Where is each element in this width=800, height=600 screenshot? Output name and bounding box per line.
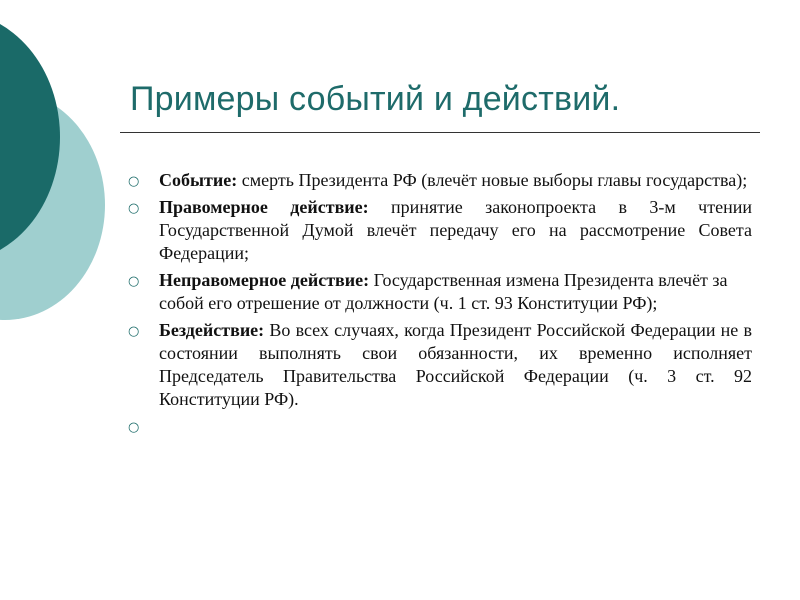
bullet-body [159, 169, 752, 192]
bullet-item-inaction [128, 319, 752, 411]
bullet-item-event [128, 169, 752, 192]
bullet-list [128, 169, 752, 442]
bullet-text: смерть Президента РФ (влечёт новые выборы главы государства); [237, 170, 748, 190]
bullet-circle-icon: ○ [128, 274, 140, 289]
bullet-item-empty [128, 415, 752, 438]
bullet-body [159, 269, 752, 315]
bullet-term: Неправомерное действие: [159, 270, 370, 290]
title-divider [120, 132, 760, 133]
bullet-circle-icon: ○ [128, 420, 140, 435]
bullet-circle-icon: ○ [128, 201, 140, 216]
bullet-text: Во всех случаях, когда Президент Российской Федерации не в состоянии выполнять свои обязанности, их временно исполняет Председатель Правительства Российской Федерации (ч. 3 ст. 92 Конституции РФ). [159, 320, 752, 409]
bullet-circle-icon: ○ [128, 174, 140, 189]
bullet-body [159, 319, 752, 411]
bullet-term: Событие: [159, 170, 238, 190]
bullet-text: Государственная измена Президента влечёт за собой его отрешение от должности (ч. 1 ст. 93 Конституции РФ); [159, 270, 728, 313]
bullet-circle-icon: ○ [128, 324, 140, 339]
bullet-term: Правомерное действие: [159, 197, 369, 217]
bullet-text: принятие законопроекта в 3-м чтении Государственной Думой влечёт передачу его на рассмотрение Совета Федерации; [159, 197, 752, 263]
bullet-item-unlawful-action [128, 269, 752, 315]
bullet-body [159, 196, 752, 265]
bullet-term: Бездействие: [159, 320, 265, 340]
bullet-item-lawful-action [128, 196, 752, 265]
slide-title: Примеры событий и действий. [130, 80, 621, 118]
